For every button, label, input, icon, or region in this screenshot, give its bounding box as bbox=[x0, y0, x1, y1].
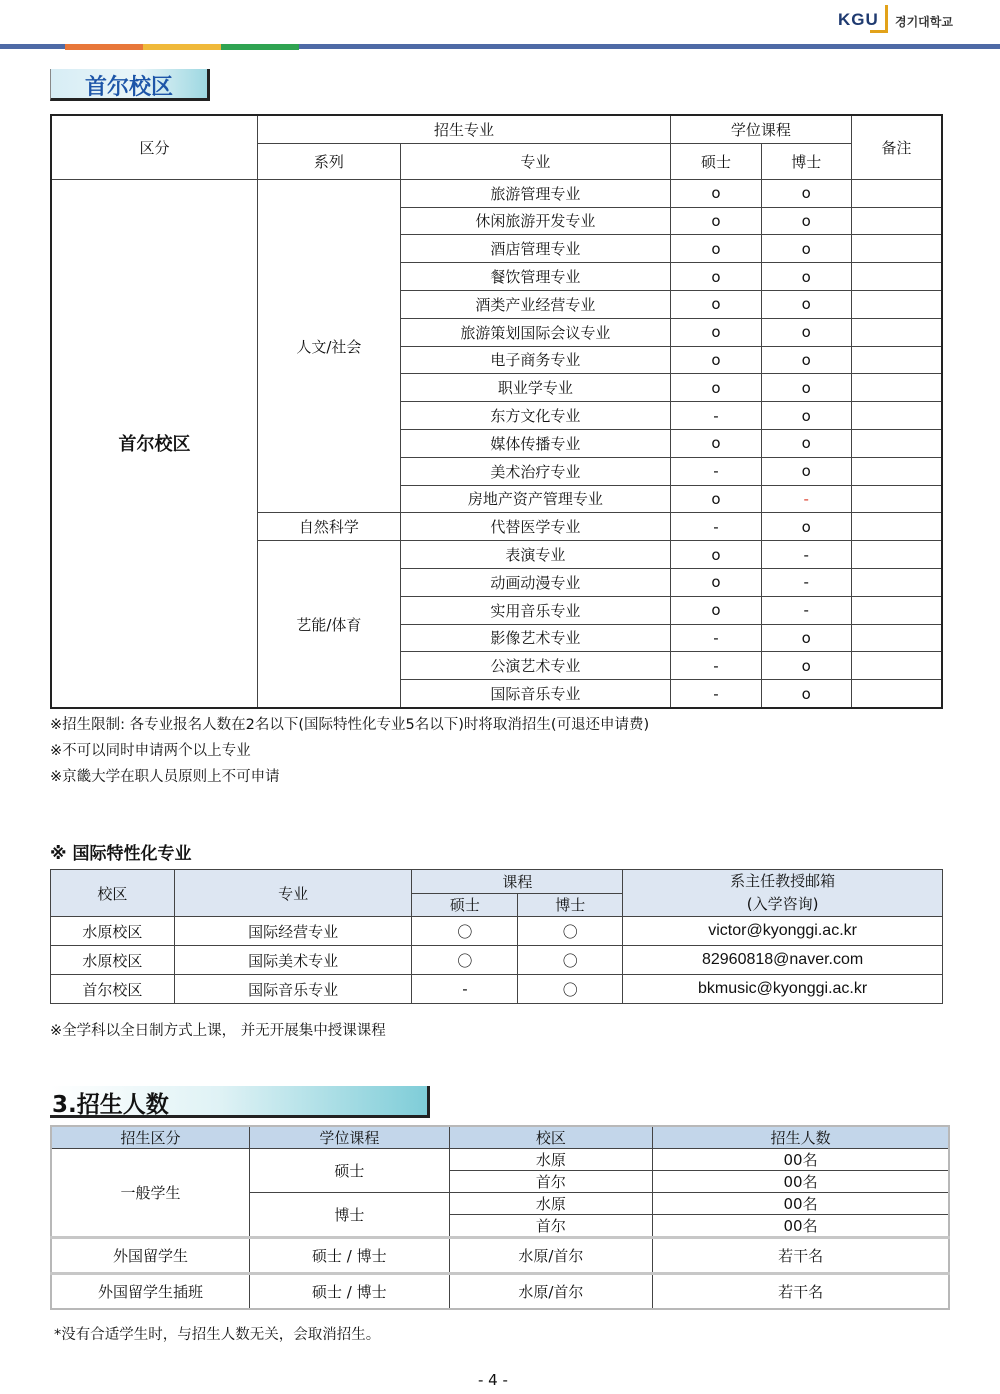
note-cell bbox=[851, 513, 942, 541]
major-cell: 旅游管理专业 bbox=[400, 179, 670, 207]
campus-cell: 水原 bbox=[449, 1149, 653, 1171]
doctor-cell: o bbox=[761, 513, 851, 541]
header-campus: 校区 bbox=[51, 870, 175, 917]
degree-cell: 硕士 / 博士 bbox=[250, 1238, 450, 1274]
master-cell: o bbox=[671, 568, 762, 596]
note-cell bbox=[851, 318, 942, 346]
note-cell bbox=[851, 680, 942, 708]
campus-cell: 首尔校区 bbox=[51, 179, 258, 708]
master-cell: - bbox=[671, 680, 762, 708]
note-cell bbox=[851, 568, 942, 596]
master-cell: o bbox=[671, 235, 762, 263]
major-cell: 电子商务专业 bbox=[400, 346, 670, 374]
master-cell: o bbox=[671, 374, 762, 402]
major-cell: 餐饮管理专业 bbox=[400, 263, 670, 291]
campus-cell: 首尔 bbox=[449, 1215, 653, 1238]
header-segment-green bbox=[221, 44, 299, 50]
note-cell bbox=[851, 485, 942, 513]
count-cell: 00名 bbox=[653, 1215, 949, 1238]
doctor-cell: - bbox=[761, 596, 851, 624]
note-cell bbox=[851, 346, 942, 374]
header-email-line2: (入学咨询) bbox=[746, 895, 819, 913]
series-cell: 自然科学 bbox=[258, 513, 401, 541]
master-cell: - bbox=[671, 513, 762, 541]
note-cell bbox=[851, 624, 942, 652]
major-cell: 国际经营专业 bbox=[174, 917, 412, 946]
note-cell bbox=[851, 235, 942, 263]
count-cell: 00名 bbox=[653, 1149, 949, 1171]
major-cell: 职业学专业 bbox=[400, 374, 670, 402]
header-type: 招生区分 bbox=[51, 1126, 250, 1149]
note-cell bbox=[851, 596, 942, 624]
doctor-cell: o bbox=[761, 374, 851, 402]
kgu-logo-mark: KGU bbox=[838, 10, 879, 29]
note-cell bbox=[851, 207, 942, 235]
major-cell: 动画动漫专业 bbox=[400, 568, 670, 596]
master-cell: o bbox=[671, 207, 762, 235]
header-campus: 校区 bbox=[449, 1126, 653, 1149]
master-cell: o bbox=[671, 263, 762, 291]
table-row bbox=[51, 1149, 949, 1171]
major-cell: 表演专业 bbox=[400, 541, 670, 569]
major-cell: 房地产资产管理专业 bbox=[400, 485, 670, 513]
doctor-cell: o bbox=[761, 235, 851, 263]
header-segment-orange bbox=[65, 44, 143, 50]
campus-cell: 首尔 bbox=[449, 1171, 653, 1193]
major-cell: 公演艺术专业 bbox=[400, 652, 670, 680]
doctor-cell: o bbox=[761, 429, 851, 457]
degree-cell: 硕士 / 博士 bbox=[250, 1274, 450, 1310]
master-cell: o bbox=[671, 596, 762, 624]
note-cell bbox=[851, 429, 942, 457]
note-cell bbox=[851, 402, 942, 430]
count-cell: 00名 bbox=[653, 1193, 949, 1215]
note-fulltime: ※全学科以全日制方式上课， 并无开展集中授课课程 bbox=[50, 1023, 386, 1039]
doctor-cell: o bbox=[761, 680, 851, 708]
doctor-cell: - bbox=[761, 485, 851, 513]
doctor-cell: o bbox=[761, 624, 851, 652]
header-degree: 学位课程 bbox=[671, 115, 852, 143]
major-cell: 代替医学专业 bbox=[400, 513, 670, 541]
note-cell bbox=[851, 179, 942, 207]
doctor-cell: o bbox=[761, 652, 851, 680]
table-row bbox=[51, 946, 943, 975]
section-title-text: 首尔校区 bbox=[85, 75, 174, 100]
section-title-seoul bbox=[50, 69, 210, 101]
header-degree: 学位课程 bbox=[250, 1126, 450, 1149]
major-cell: 休闲旅游开发专业 bbox=[400, 207, 670, 235]
major-cell: 东方文化专业 bbox=[400, 402, 670, 430]
section-title-quota bbox=[50, 1086, 430, 1118]
intl-title: ※ 国际特性化专业 bbox=[50, 844, 192, 864]
table-row bbox=[51, 917, 943, 946]
master-cell: - bbox=[671, 624, 762, 652]
doctor-cell: o bbox=[761, 457, 851, 485]
type-cell: 一般学生 bbox=[51, 1149, 250, 1238]
major-cell: 酒店管理专业 bbox=[400, 235, 670, 263]
doctor-cell: o bbox=[761, 402, 851, 430]
note-cell bbox=[851, 263, 942, 291]
campus-cell: 水原 bbox=[449, 1193, 653, 1215]
campus-cell: 水原校区 bbox=[51, 946, 175, 975]
major-cell: 旅游策划国际会议专业 bbox=[400, 318, 670, 346]
master-cell: o bbox=[671, 429, 762, 457]
header-doctor: 博士 bbox=[518, 893, 623, 917]
doctor-cell: o bbox=[761, 290, 851, 318]
count-cell: 00名 bbox=[653, 1171, 949, 1193]
count-cell: 若干名 bbox=[653, 1274, 949, 1310]
master-cell: o bbox=[671, 318, 762, 346]
major-cell: 媒体传播专业 bbox=[400, 429, 670, 457]
page-number: - 4 - bbox=[478, 1371, 508, 1389]
table-row bbox=[51, 1274, 949, 1310]
type-cell: 外国留学生插班 bbox=[51, 1274, 250, 1310]
campus-cell: 首尔校区 bbox=[51, 975, 175, 1004]
master-cell: - bbox=[412, 975, 518, 1004]
doctor-cell: 〇 bbox=[518, 946, 623, 975]
doctor-cell: 〇 bbox=[518, 975, 623, 1004]
header-master: 硕士 bbox=[412, 893, 518, 917]
email-link[interactable]: 82960818@naver.com bbox=[623, 946, 943, 975]
note-cell bbox=[851, 290, 942, 318]
note-cell bbox=[851, 541, 942, 569]
major-cell: 酒类产业经营专业 bbox=[400, 290, 670, 318]
quota-footnote: *没有合适学生时，与招生人数无关，会取消招生。 bbox=[54, 1327, 381, 1343]
university-name: 경기대학교 bbox=[895, 15, 953, 29]
major-cell: 实用音乐专业 bbox=[400, 596, 670, 624]
degree-cell: 硕士 bbox=[250, 1149, 450, 1193]
email-link[interactable]: bkmusic@kyonggi.ac.kr bbox=[623, 975, 943, 1004]
header-doctor: 博士 bbox=[761, 143, 851, 179]
header-note: 备注 bbox=[851, 115, 942, 179]
header-segment-yellow bbox=[143, 44, 221, 50]
doctor-cell: 〇 bbox=[518, 917, 623, 946]
header-master: 硕士 bbox=[671, 143, 762, 179]
header-major: 专业 bbox=[174, 870, 412, 917]
major-cell: 国际美术专业 bbox=[174, 946, 412, 975]
doctor-cell: o bbox=[761, 179, 851, 207]
intl-majors-table bbox=[50, 869, 943, 1004]
doctor-cell: o bbox=[761, 207, 851, 235]
major-cell: 国际音乐专业 bbox=[174, 975, 412, 1004]
note-cell bbox=[851, 374, 942, 402]
table-row bbox=[51, 179, 942, 207]
master-cell: o bbox=[671, 346, 762, 374]
master-cell: 〇 bbox=[412, 946, 518, 975]
campus-cell: 水原/首尔 bbox=[449, 1238, 653, 1274]
campus-cell: 水原/首尔 bbox=[449, 1274, 653, 1310]
major-cell: 国际音乐专业 bbox=[400, 680, 670, 708]
quota-table bbox=[50, 1125, 950, 1310]
email-link[interactable]: victor@kyonggi.ac.kr bbox=[623, 917, 943, 946]
series-cell: 人文/社会 bbox=[258, 179, 401, 513]
series-cell: 艺能/体育 bbox=[258, 541, 401, 708]
master-cell: 〇 bbox=[412, 917, 518, 946]
header-series: 系列 bbox=[258, 143, 401, 179]
count-cell: 若干名 bbox=[653, 1238, 949, 1274]
doctor-cell: - bbox=[761, 541, 851, 569]
major-cell: 美术治疗专业 bbox=[400, 457, 670, 485]
degree-cell: 博士 bbox=[250, 1193, 450, 1238]
header-division: 区分 bbox=[51, 115, 258, 179]
header-email-line1: 系主任教授邮箱 bbox=[730, 872, 836, 890]
master-cell: o bbox=[671, 541, 762, 569]
note-limit: ※招生限制: 各专业报名人数在2名以下(国际特性化专业5名以下)时将取消招生(可退还申请费) bbox=[50, 717, 650, 733]
header-recruit: 招生专业 bbox=[258, 115, 671, 143]
master-cell: o bbox=[671, 179, 762, 207]
table-row bbox=[51, 1238, 949, 1274]
kgu-logo-bracket-icon bbox=[870, 5, 888, 33]
type-cell: 外国留学生 bbox=[51, 1238, 250, 1274]
master-cell: - bbox=[671, 457, 762, 485]
note-cell bbox=[851, 457, 942, 485]
seoul-majors-table bbox=[50, 114, 943, 709]
master-cell: - bbox=[671, 652, 762, 680]
table-row bbox=[51, 975, 943, 1004]
header-count: 招生人数 bbox=[653, 1126, 949, 1149]
doctor-cell: - bbox=[761, 568, 851, 596]
campus-cell: 水原校区 bbox=[51, 917, 175, 946]
doctor-cell: o bbox=[761, 318, 851, 346]
master-cell: o bbox=[671, 290, 762, 318]
doctor-cell: o bbox=[761, 263, 851, 291]
header-course: 课程 bbox=[412, 870, 623, 894]
note-cell bbox=[851, 652, 942, 680]
major-cell: 影像艺术专业 bbox=[400, 624, 670, 652]
note-one-major: ※不可以同时申请两个以上专业 bbox=[50, 743, 251, 759]
header-email bbox=[623, 870, 943, 917]
master-cell: - bbox=[671, 402, 762, 430]
header-major: 专业 bbox=[400, 143, 670, 179]
note-staff: ※京畿大学在职人员原则上不可申请 bbox=[50, 769, 280, 785]
section-title-text: 3.招生人数 bbox=[52, 1092, 169, 1118]
master-cell: o bbox=[671, 485, 762, 513]
doctor-cell: o bbox=[761, 346, 851, 374]
